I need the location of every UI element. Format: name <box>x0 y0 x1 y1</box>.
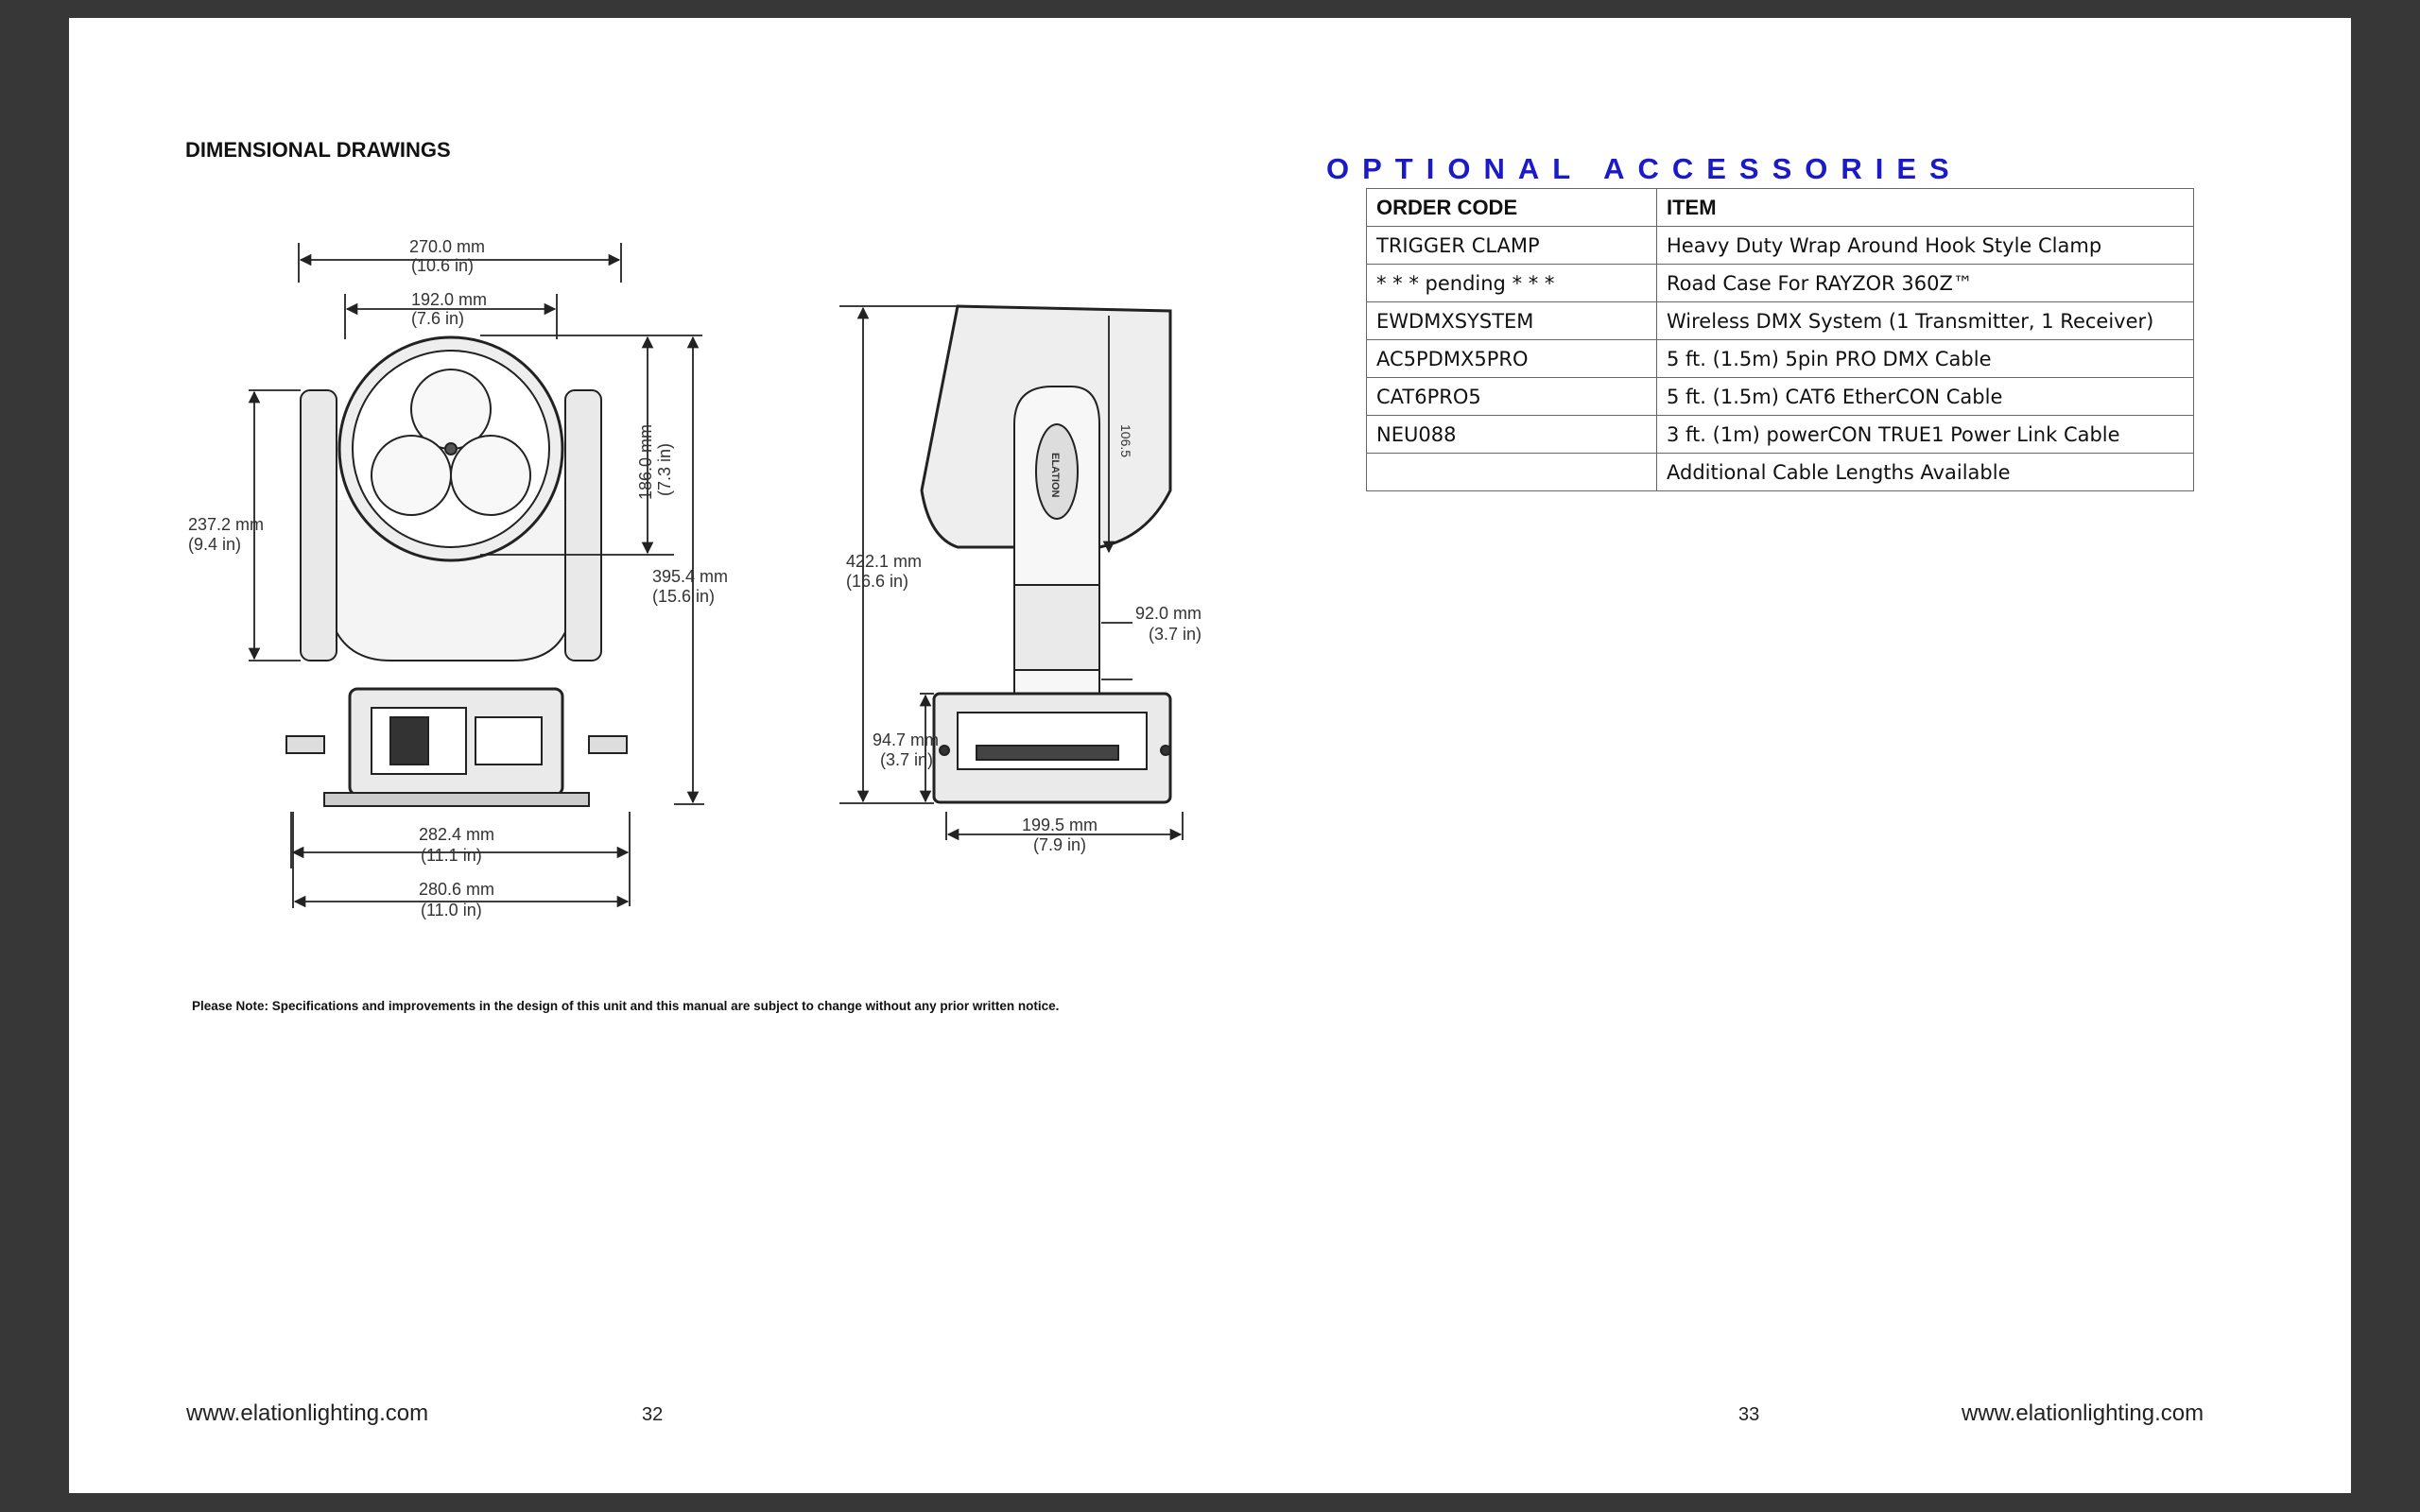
header-order-code: ORDER CODE <box>1367 189 1657 227</box>
document-spread <box>69 18 2351 1493</box>
table-row <box>1367 340 2194 378</box>
order-code-cell: AC5PDMX5PRO <box>1367 340 1657 378</box>
table-row <box>1367 227 2194 265</box>
dim-label: (16.6 in) <box>846 572 909 591</box>
dim-label: 270.0 mm <box>409 237 486 256</box>
dimensional-drawings-title: DIMENSIONAL DRAWINGS <box>185 138 451 162</box>
disclaimer-note: Please Note: Specifications and improvements in the design of this unit and this manual are subject to change without any prior written notice. <box>192 999 1060 1013</box>
order-code-cell: EWDMXSYSTEM <box>1367 302 1657 340</box>
order-code-cell <box>1367 454 1657 491</box>
table-row <box>1367 416 2194 454</box>
order-code-cell: CAT6PRO5 <box>1367 378 1657 416</box>
dim-label: 422.1 mm <box>846 552 923 571</box>
dim-label: 186.0 mm <box>636 423 655 500</box>
dim-label: (7.9 in) <box>1033 835 1087 854</box>
item-cell: Heavy Duty Wrap Around Hook Style Clamp <box>1657 227 2194 265</box>
dim-label: 94.7 mm <box>873 730 940 749</box>
optional-accessories-title: OPTIONAL ACCESSORIES <box>1326 152 1962 185</box>
dim-label: 282.4 mm <box>419 825 495 844</box>
item-cell: 5 ft. (1.5m) 5pin PRO DMX Cable <box>1657 340 2194 378</box>
dim-label: 199.5 mm <box>1022 816 1098 834</box>
dim-label: (3.7 in) <box>1149 625 1202 644</box>
item-cell: Road Case For RAYZOR 360Z™ <box>1657 265 2194 302</box>
dim-label: (9.4 in) <box>188 535 242 554</box>
dim-label: (11.0 in) <box>421 901 482 919</box>
dim-label: 395.4 mm <box>652 567 729 586</box>
item-cell: 3 ft. (1m) powerCON TRUE1 Power Link Cable <box>1657 416 2194 454</box>
item-cell: 5 ft. (1.5m) CAT6 EtherCON Cable <box>1657 378 2194 416</box>
dim-label: 106.5 <box>1118 424 1133 458</box>
dim-label: (7.6 in) <box>411 309 465 328</box>
order-code-cell: * * * pending * * * <box>1367 265 1657 302</box>
page-number-left: 32 <box>642 1404 664 1425</box>
order-code-cell: NEU088 <box>1367 416 1657 454</box>
dim-label: 92.0 mm <box>1135 604 1202 623</box>
brand-logo: ELATION <box>1049 453 1061 498</box>
page-number-right: 33 <box>1738 1404 1760 1425</box>
item-cell: Additional Cable Lengths Available <box>1657 454 2194 491</box>
side-view <box>922 306 1170 802</box>
footer-website-link-right[interactable]: www.elationlighting.com <box>1962 1400 2204 1426</box>
accessories-table <box>1366 188 2194 491</box>
dimensional-drawing <box>107 188 1222 944</box>
table-header-row <box>1367 189 2194 227</box>
dim-label: (3.7 in) <box>880 750 934 769</box>
header-item: ITEM <box>1657 189 2194 227</box>
table-row <box>1367 454 2194 491</box>
item-cell: Wireless DMX System (1 Transmitter, 1 Receiver) <box>1657 302 2194 340</box>
table-row <box>1367 302 2194 340</box>
order-code-cell: TRIGGER CLAMP <box>1367 227 1657 265</box>
dim-label: (7.3 in) <box>655 442 674 496</box>
front-view <box>286 337 627 806</box>
dim-label: 192.0 mm <box>411 290 488 309</box>
dim-label: 237.2 mm <box>188 515 265 534</box>
footer-website-link-left[interactable]: www.elationlighting.com <box>186 1400 429 1426</box>
table-row <box>1367 378 2194 416</box>
dim-label: (11.1 in) <box>421 846 482 865</box>
dim-label: 280.6 mm <box>419 880 495 899</box>
dim-label: (10.6 in) <box>411 256 475 275</box>
table-row <box>1367 265 2194 302</box>
dim-label: (15.6 in) <box>652 587 716 606</box>
